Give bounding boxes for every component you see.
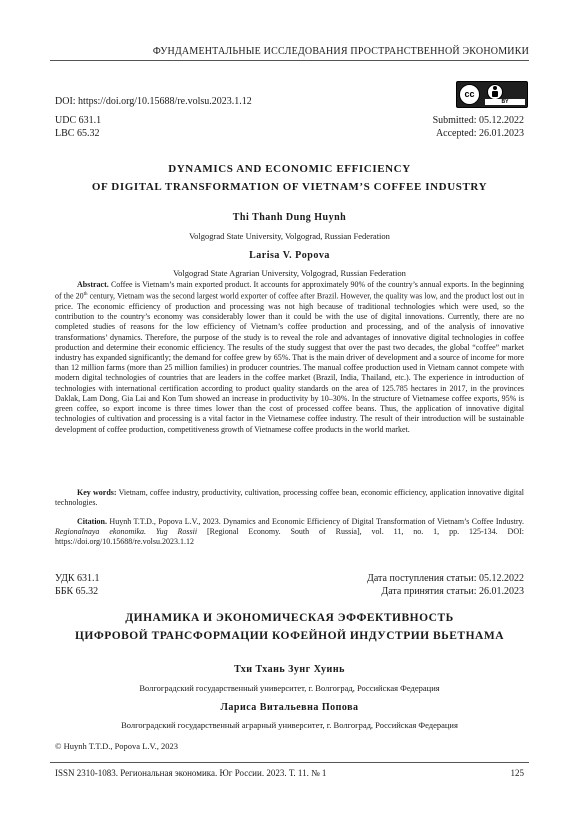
person-icon <box>487 84 503 100</box>
cc-by-icon[interactable] <box>456 81 528 108</box>
author-affiliation: Volgograd State Agrarian University, Volgograd, Russian Federation <box>173 268 406 278</box>
article-title-line-1: DYNAMICS AND ECONOMIC EFFICIENCY <box>168 163 411 175</box>
page-number: 125 <box>510 768 524 778</box>
citation <box>55 517 524 548</box>
submitted-date-ru: Дата поступления статьи: 05.12.2022 <box>367 573 524 584</box>
accepted-date-ru: Дата принятия статьи: 26.01.2023 <box>381 586 524 597</box>
by-label: BY <box>485 99 525 105</box>
author-name-ru: Лариса Витальевна Попова <box>220 702 359 713</box>
citation-label: Citation. <box>77 517 107 526</box>
running-title: ФУНДАМЕНТАЛЬНЫЕ ИССЛЕДОВАНИЯ ПРОСТРАНСТВЕННОЙ ЭКОНОМИКИ <box>152 46 529 57</box>
header-rule <box>50 60 529 61</box>
submitted-date: Submitted: 05.12.2022 <box>432 115 524 126</box>
article-title-ru-line-2: ЦИФРОВОЙ ТРАНСФОРМАЦИИ КОФЕЙНОЙ ИНДУСТРИИ ВЬЕТНАМА <box>74 630 505 642</box>
lbc-code: LBC 65.32 <box>55 128 100 139</box>
article-title-line-2: OF DIGITAL TRANSFORMATION OF VIETNAM’S COFFEE INDUSTRY <box>91 181 488 193</box>
abstract-label: Abstract. <box>77 280 109 289</box>
keywords-text: Vietnam, coffee industry, productivity, cultivation, processing coffee bean, economic efficiency, application innovative digital technologies. <box>55 488 525 508</box>
keywords-label: Key words: <box>77 488 117 497</box>
doi-link[interactable]: DOI: https://doi.org/10.15688/re.volsu.2023.1.12 <box>55 96 252 107</box>
citation-journal: Regionalnaya ekonomika. Yug Rossii <box>55 527 198 537</box>
author-name: Thi Thanh Dung Huynh <box>232 212 347 223</box>
author-affiliation-ru: Волгоградский государственный университет, г. Волгоград, Российская Федерация <box>139 683 440 693</box>
abstract-text: Coffee is Vietnam’s main exported product. It accounts for approximately 90% of the country’s annual exports. In the beginning of the 20 <box>55 280 524 301</box>
author-name-ru: Тхи Тхань Зунг Хуинь <box>234 664 345 675</box>
citation-text: Huynh T.T.D., Popova L.V., 2023. Dynamics and Economic Efficiency of Digital Transformation of Vietnam’s Coffee Industry. <box>107 517 524 526</box>
article-title-ru-line-1: ДИНАМИКА И ЭКОНОМИЧЕСКАЯ ЭФФЕКТИВНОСТЬ <box>125 612 454 624</box>
footer-issn: ISSN 2310-1083. Региональная экономика. Юг России. 2023. Т. 11. № 1 <box>55 768 327 778</box>
udk-code: УДК 631.1 <box>55 573 100 584</box>
abstract-text-continued: century, Vietnam was the second largest world exporter of coffee after Brazil. However, the quality was low, and the product lost out in price. The economic efficiency of production and processing was not high because of traditional technologies which were used, so the contribution to the country’s economy was considerably lower than it could be with the use of digital innovations. Currently, there are no completed studies of reasons for the low efficiency of Vietnam’s coffee production and processing, and of the analysis of innovative transformations’ dynamics. Therefore, the purpose of the study is to reveal the role and advantages of innovative digital technologies in coffee production and determine their economic efficiency. The results of the study suggest that over the past two decades, the global “coffee” market industry has expanded significantly; the demand for coffee grew by 65%. That is the main driver of development and a source of income for more than 12 million farms (more than 25 million families) in producer countries. The manual coffee production used in Vietnam cannot compete with modern digital technologies of countries that are leaders in the coffee market (Brazil, India, Thailand, etc.). The experience in introduction of technologies with international certification according to product quality standards on the area of 125.785 hectares in 2017, in the provinces Daklak, Lam Dong, Gia Lai and Kon Tum showed an increase in productivity by 10–30%. In the structure of Vietnamese coffee exports, 95% is green coffee, so export income is three times lower than the cost of processed coffee beans. Thus, the application of innovative digital technologies of cultivation and processing is a vital factor in the Vietnamese coffee industry. The result of their introduction will be sustainable development of coffee production, competitiveness growth of Vietnamese coffee products in the world market. <box>55 291 525 434</box>
citation-text-continued: [Regional Economy. South of Russia], vol. 11, no. 1, pp. 125-134. DOI: https://doi.org/10.15688/re.volsu.2023.1.12 <box>55 527 524 547</box>
keywords <box>55 488 524 508</box>
cc-logo: cc <box>459 84 480 105</box>
udc-code: UDC 631.1 <box>55 115 102 126</box>
author-name: Larisa V. Popova <box>249 250 330 261</box>
abstract <box>55 280 524 435</box>
abstract-superscript: th <box>83 292 88 298</box>
footer-rule <box>50 762 529 763</box>
copyright: © Huynh T.T.D., Popova L.V., 2023 <box>55 741 178 751</box>
author-affiliation: Volgograd State University, Volgograd, Russian Federation <box>189 231 390 241</box>
accepted-date: Accepted: 26.01.2023 <box>435 128 524 139</box>
author-affiliation-ru: Волгоградский государственный аграрный университет, г. Волгоград, Российская Федерация <box>121 720 458 730</box>
bbk-code: ББК 65.32 <box>55 586 99 597</box>
